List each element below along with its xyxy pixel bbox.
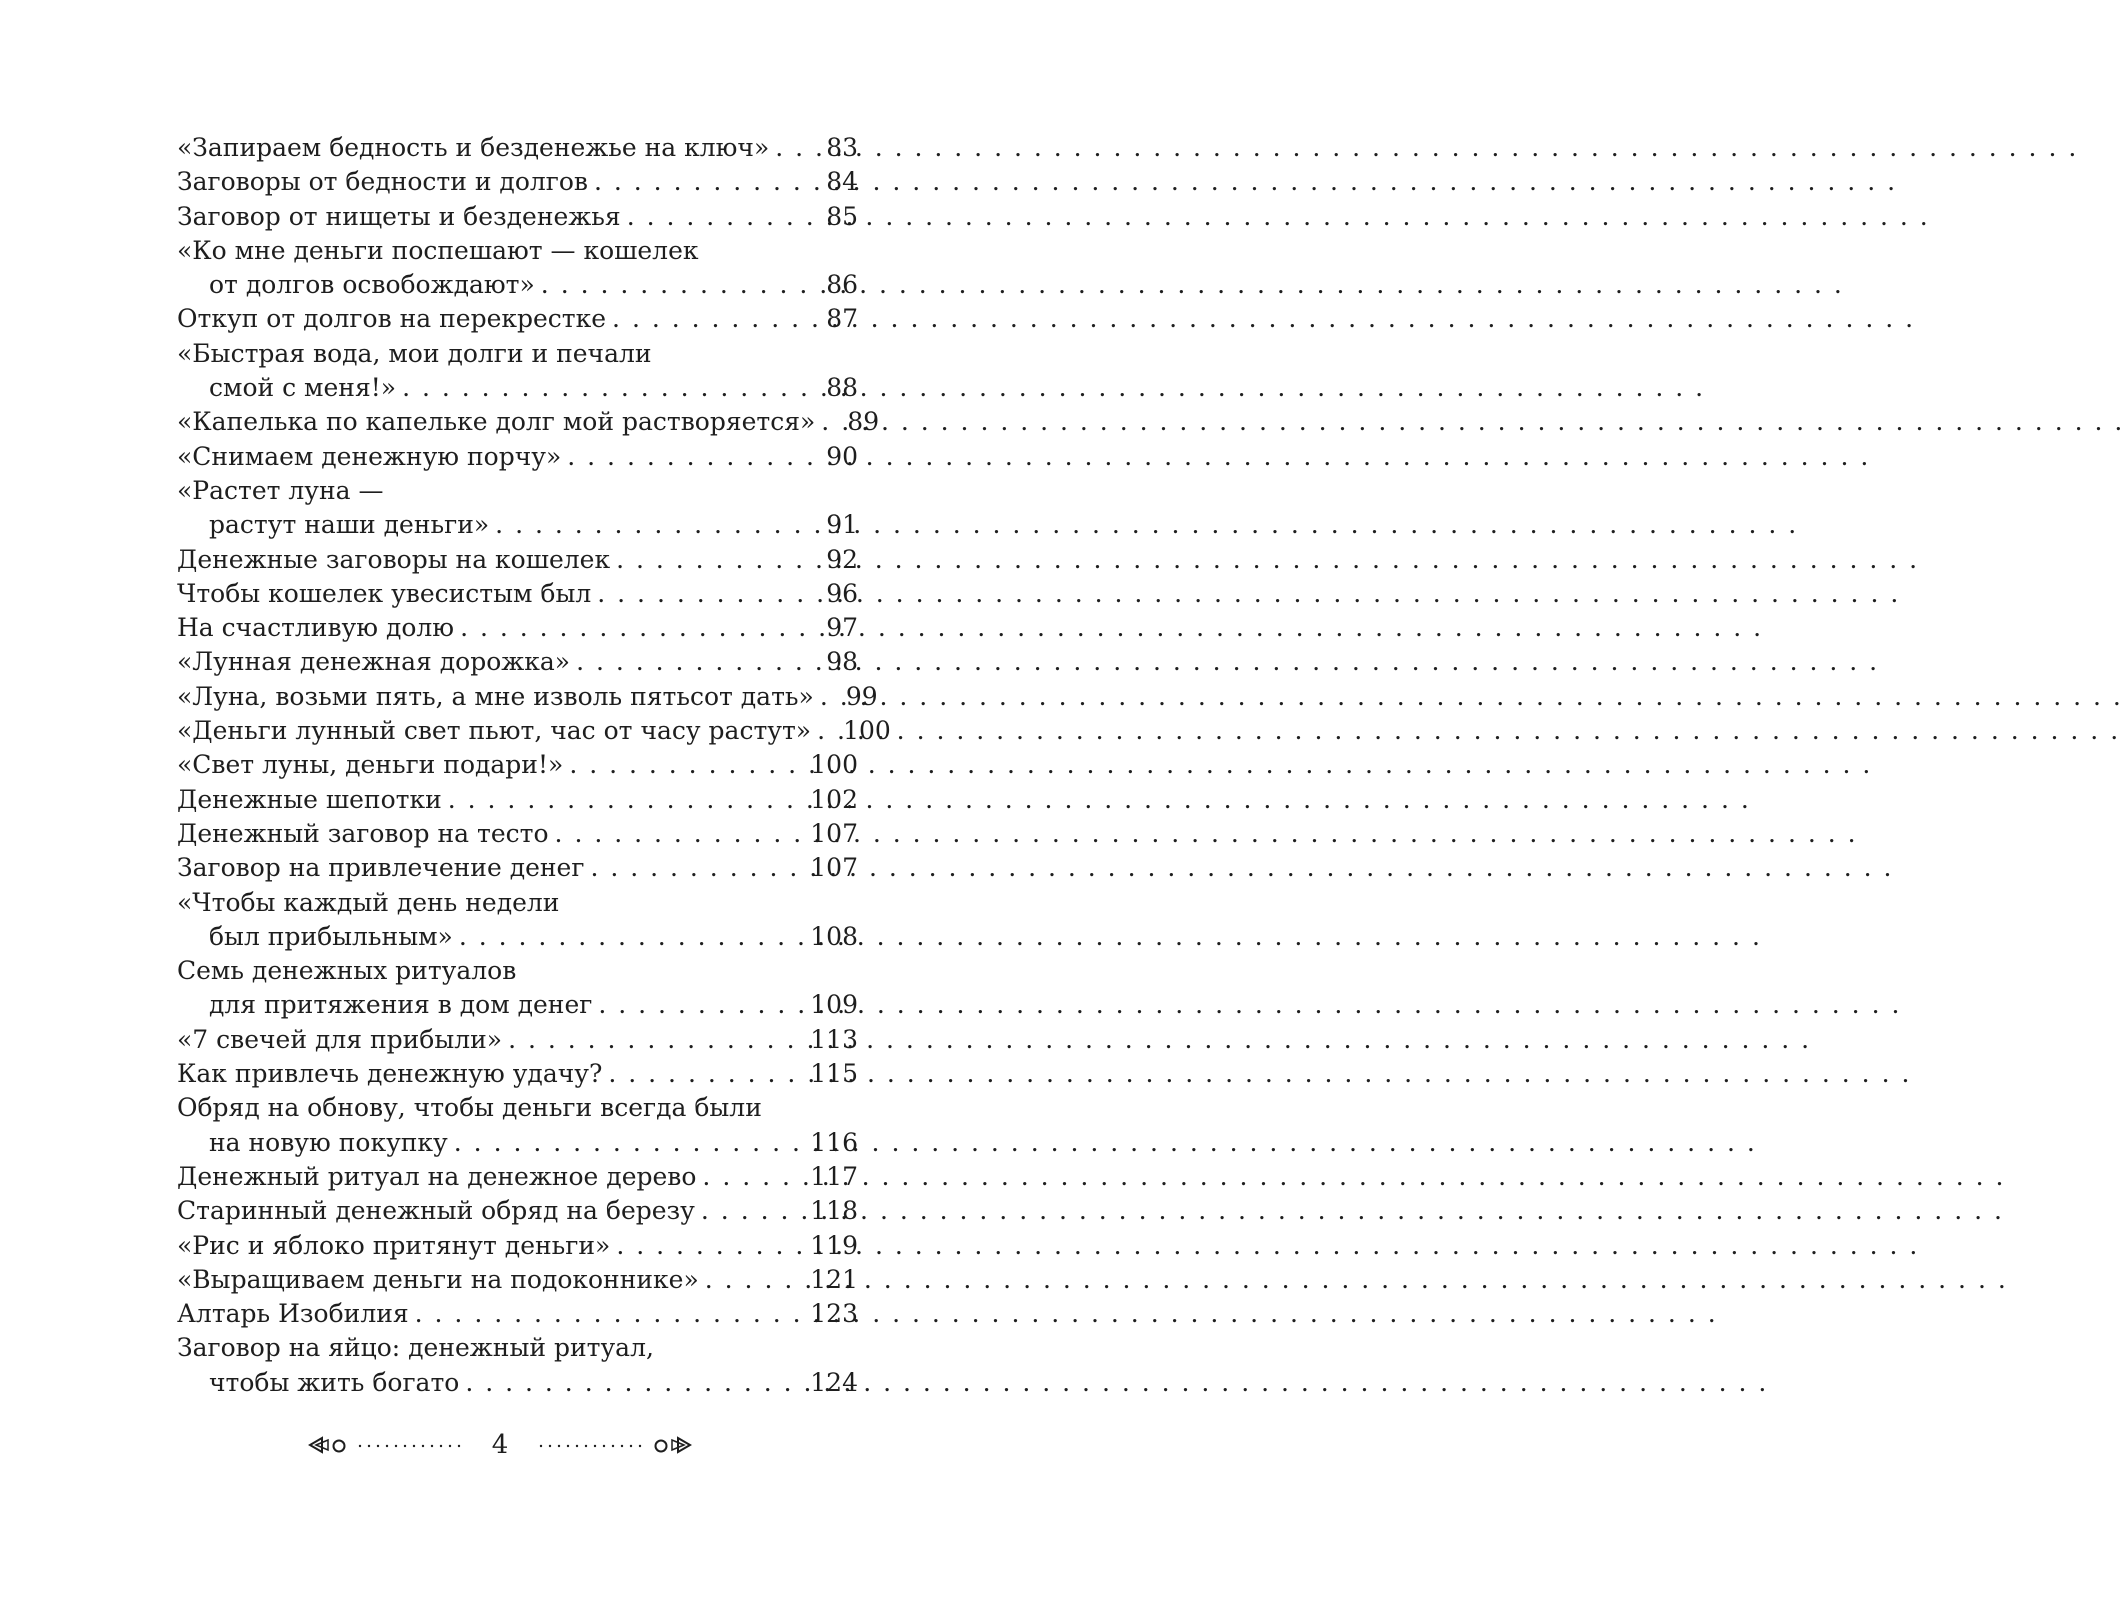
toc-page-number: 108 xyxy=(810,921,858,951)
toc-entry[interactable] xyxy=(177,131,858,165)
dot-leader xyxy=(402,371,820,405)
toc-entry-title-line: «Растет луна — xyxy=(177,475,384,505)
toc-page-number: 100 xyxy=(843,716,891,746)
toc-entry[interactable] xyxy=(177,783,858,817)
toc-page-number: 99 xyxy=(845,681,878,711)
toc-entry[interactable] xyxy=(177,714,891,748)
toc-entry-title: «Запираем бедность и безденежье на ключ» xyxy=(177,133,770,162)
toc-entry[interactable] xyxy=(177,1023,858,1057)
dot-leader xyxy=(775,131,820,165)
dot-leader xyxy=(569,748,804,782)
toc-page-number: 116 xyxy=(810,1127,858,1157)
toc-page-number: 92 xyxy=(826,544,858,574)
dot-leader xyxy=(567,440,820,474)
toc-page-number: 90 xyxy=(826,441,858,471)
toc-entry-title: смой с меня!» xyxy=(209,373,397,403)
toc-page-number: 119 xyxy=(810,1230,858,1260)
toc-entry[interactable] xyxy=(177,1297,858,1331)
toc-entry[interactable] xyxy=(177,1057,858,1091)
toc-entry-title-line: «Ко мне деньги поспешают — кошелек xyxy=(177,235,699,265)
toc-entry-title: «Лунная денежная дорожка» xyxy=(177,647,571,677)
page-number: 4 xyxy=(491,1430,509,1460)
toc-entry-title: Заговор от нищеты и безденежья xyxy=(177,201,621,231)
toc-entry[interactable] xyxy=(177,508,858,542)
toc-entry-title: «Снимаем денежную порчу» xyxy=(177,441,562,471)
right-ornament-icon xyxy=(522,1433,692,1457)
toc-entry-title: Как привлечь денежную удачу? xyxy=(177,1059,603,1089)
toc-entry-title: «Деньги лунный свет пьют, час от часу растут» xyxy=(177,716,812,746)
toc-entry-title: «Рис и яблоко притянут деньги» xyxy=(177,1230,611,1260)
dot-leader xyxy=(616,1229,804,1263)
toc-entry-title: Заговоры от бедности и долгов xyxy=(177,167,588,197)
toc-entry-title: растут наши деньги» xyxy=(209,510,490,540)
toc-page-number: 117 xyxy=(810,1161,858,1191)
table-of-contents xyxy=(177,131,891,1400)
toc-entry-title-line: Обряд на обнову, чтобы деньги всегда были xyxy=(177,1093,762,1123)
toc-entry-title: Алтарь Изобилия xyxy=(177,1299,409,1329)
toc-entry-title: Денежный заговор на тесто xyxy=(177,818,549,848)
dot-leader xyxy=(820,680,840,714)
toc-entry-title-line: «Быстрая вода, мои долги и печали xyxy=(177,338,652,368)
toc-entry[interactable] xyxy=(177,680,878,714)
toc-entry[interactable] xyxy=(177,1126,858,1160)
toc-page-number: 100 xyxy=(810,750,858,780)
toc-entry[interactable] xyxy=(177,577,858,611)
toc-page-number: 121 xyxy=(810,1264,858,1294)
toc-page-number: 89 xyxy=(847,407,880,437)
toc-entry[interactable] xyxy=(177,543,858,577)
toc-page-number: 97 xyxy=(826,613,858,643)
toc-entry[interactable] xyxy=(177,371,858,405)
dot-leader xyxy=(459,920,804,954)
toc-entry[interactable] xyxy=(177,817,858,851)
toc-entry-title-line: Заговор на яйцо: денежный ритуал, xyxy=(177,1333,654,1363)
toc-entry[interactable] xyxy=(177,611,858,645)
toc-entry[interactable] xyxy=(177,405,880,439)
dot-leader xyxy=(541,268,820,302)
toc-page-number: 83 xyxy=(826,133,858,162)
toc-entry-title: Старинный денежный обряд на березу xyxy=(177,1196,695,1226)
toc-entry[interactable] xyxy=(177,165,858,199)
toc-entry-title: «Выращиваем деньги на подоконнике» xyxy=(177,1264,699,1294)
toc-entry-title: на новую покупку xyxy=(209,1127,448,1157)
dot-leader xyxy=(597,577,820,611)
toc-page-number: 102 xyxy=(810,784,858,814)
toc-entry[interactable] xyxy=(177,302,858,336)
dot-leader xyxy=(594,165,820,199)
toc-entry[interactable] xyxy=(177,645,858,679)
dot-leader xyxy=(701,1194,804,1228)
page-footer xyxy=(0,1425,1000,1465)
dot-leader xyxy=(555,817,805,851)
toc-entry-title: чтобы жить богато xyxy=(209,1367,460,1397)
toc-entry[interactable] xyxy=(177,1229,858,1263)
dot-leader xyxy=(460,611,820,645)
toc-page-number: 98 xyxy=(826,647,858,677)
toc-entry[interactable] xyxy=(177,1194,858,1228)
toc-page-number: 107 xyxy=(810,853,858,883)
toc-entry-title: Заговор на привлечение денег xyxy=(177,853,585,883)
toc-page-number: 88 xyxy=(826,373,858,403)
toc-page-number: 86 xyxy=(826,270,858,300)
dot-leader xyxy=(598,988,804,1022)
left-ornament-icon xyxy=(308,1433,478,1457)
toc-entry-title: от долгов освобождают» xyxy=(209,270,535,300)
dot-leader xyxy=(705,1263,805,1297)
dot-leader xyxy=(608,1057,804,1091)
toc-page-number: 91 xyxy=(826,510,858,540)
toc-page-number: 87 xyxy=(826,304,858,334)
toc-page-number: 85 xyxy=(826,201,858,231)
dot-leader xyxy=(415,1297,805,1331)
toc-page-number: 109 xyxy=(810,990,858,1020)
toc-page-number: 124 xyxy=(810,1367,858,1397)
dot-leader xyxy=(508,1023,804,1057)
toc-entry-title: «Свет луны, деньги подари!» xyxy=(177,750,564,780)
toc-entry[interactable] xyxy=(177,268,858,302)
dot-leader xyxy=(616,543,820,577)
toc-entry[interactable] xyxy=(177,920,858,954)
toc-entry-title: «Луна, возьми пять, а мне изволь пятьсот дать» xyxy=(177,681,814,711)
dot-leader xyxy=(495,508,820,542)
toc-entry-title: «Капелька по капельке долг мой растворяется» xyxy=(177,407,816,437)
toc-entry[interactable] xyxy=(177,440,858,474)
toc-page-number: 107 xyxy=(810,818,858,848)
dot-leader xyxy=(448,783,805,817)
toc-entry-title: Откуп от долгов на перекрестке xyxy=(177,304,607,334)
toc-page-number: 118 xyxy=(810,1196,858,1226)
toc-page-number: 123 xyxy=(810,1299,858,1329)
toc-entry-title: Денежные заговоры на кошелек xyxy=(177,544,611,574)
toc-entry-title: был прибыльным» xyxy=(209,921,453,951)
dot-leader xyxy=(465,1366,804,1400)
dot-leader xyxy=(454,1126,805,1160)
toc-entry-title: Денежные шепотки xyxy=(177,784,442,814)
toc-entry[interactable] xyxy=(177,1263,858,1297)
toc-page-number: 96 xyxy=(826,578,858,608)
toc-entry-title-line: «Чтобы каждый день недели xyxy=(177,887,560,917)
toc-entry[interactable] xyxy=(177,748,858,782)
toc-entry[interactable] xyxy=(177,988,858,1022)
toc-entry-title-line: Семь денежных ритуалов xyxy=(177,956,517,986)
dot-leader xyxy=(817,714,837,748)
toc-entry-title: На счастливую долю xyxy=(177,613,455,643)
toc-page-number: 84 xyxy=(826,167,858,197)
toc-entry[interactable] xyxy=(177,200,858,234)
dot-leader xyxy=(821,405,841,439)
dot-leader xyxy=(576,645,820,679)
toc-entry[interactable] xyxy=(177,851,858,885)
toc-entry-title: для притяжения в дом денег xyxy=(209,990,593,1020)
toc-entry-title: «7 свечей для прибыли» xyxy=(177,1024,503,1054)
toc-entry-title: Чтобы кошелек увесистым был xyxy=(177,578,592,608)
toc-entry-title: Денежный ритуал на денежное дерево xyxy=(177,1161,697,1191)
toc-entry[interactable] xyxy=(177,1160,858,1194)
dot-leader xyxy=(590,851,804,885)
dot-leader xyxy=(627,200,820,234)
toc-page-number: 113 xyxy=(810,1024,858,1054)
toc-entry[interactable] xyxy=(177,1366,858,1400)
toc-page-number: 115 xyxy=(810,1059,858,1089)
dot-leader xyxy=(702,1160,804,1194)
dot-leader xyxy=(612,302,820,336)
